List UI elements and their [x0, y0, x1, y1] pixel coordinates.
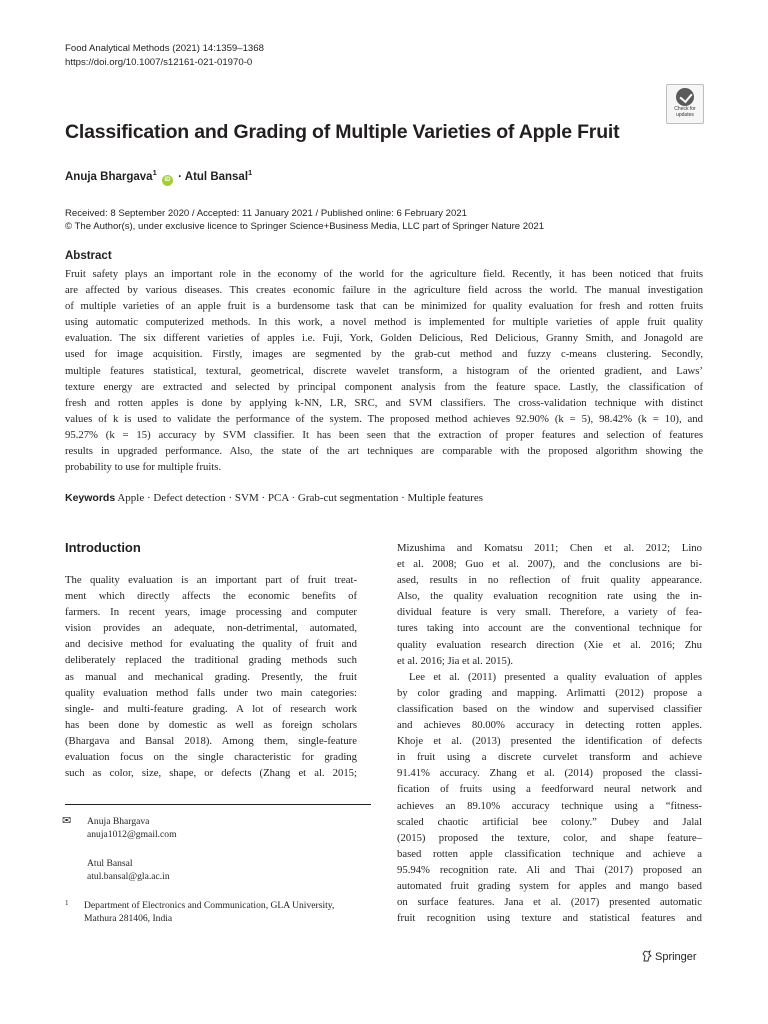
body-line: Mizushima and Komatsu 2011; Chen et al. 2012; Lino	[397, 542, 702, 554]
body-line: based rotten apple classification technique and achieve a	[397, 847, 702, 860]
body-line: on surface features. Jana et al. (2017) presented automatic	[397, 896, 702, 909]
body-line: has been done by domestic as well as foreign scholars	[65, 718, 357, 731]
abstract-line: are affected by various diseases. This creates economic failure in the agriculture field across the world. The manual investigation	[65, 284, 703, 297]
body-line: ment which directly affects the economic benefits of	[65, 590, 357, 603]
abstract-heading: Abstract	[65, 250, 112, 262]
affiliation-sup: 1	[152, 168, 157, 177]
copyright-line: © The Author(s), under exclusive licence to Springer Science+Business Media, LLC part of Springer Nature 2021	[65, 221, 545, 232]
body-line: Khoje et al. (2013) presented the identification of defects	[397, 735, 702, 748]
abstract-body	[65, 266, 703, 475]
body-line: (Bhargava and Bansal 2018). Among them, single-feature	[65, 734, 357, 747]
corresponding-author	[62, 815, 177, 841]
checkmark-icon	[676, 88, 694, 106]
body-line: such as color, size, shape, or defects (Zhang et al. 2015;	[65, 767, 357, 780]
abstract-line: values of k is used to validate the performance of the system. The proposed method achieves 92.90% (k = 5), 98.42% (k = 10), and	[65, 412, 703, 425]
springer-logo	[642, 950, 697, 963]
abstract-line: 95.27% (k = 15) accuracy by SVM classifier. It has been seen that the extraction of proper features and selection of features	[65, 428, 703, 441]
publication-dates	[65, 207, 544, 233]
body-line: classification based on the window and supervised classifier	[397, 702, 702, 715]
author-name[interactable]: Atul Bansal	[184, 170, 249, 183]
footnote-divider	[65, 804, 371, 805]
author-list	[65, 168, 252, 186]
affiliation-line: Mathura 281406, India	[84, 913, 173, 924]
author-fn-name: Anuja Bhargava	[87, 816, 150, 827]
publisher-name: Springer	[655, 951, 697, 963]
orcid-icon[interactable]: iD	[162, 175, 173, 186]
body-line: and decisive method for evaluating the quality of fruit and	[65, 638, 357, 651]
body-line: fruit recognition using texture and statistical features and	[397, 912, 702, 925]
affiliation-sup: 1	[248, 168, 253, 177]
envelope-icon: ✉	[62, 815, 72, 827]
abstract-line: used for image acquisition. Firstly, images are segmented by the grab-cut method and fuzzy c-means clustering. Secondly,	[65, 348, 703, 361]
keywords-text: Apple · Defect detection · SVM · PCA · Grab-cut segmentation · Multiple features	[117, 492, 483, 504]
body-line: et al. 2016; Jia et al. 2015).	[397, 654, 514, 667]
body-line: by color grading and mapping. Arlimatti (2012) propose a	[397, 686, 702, 699]
body-line: (2015) proposed the texture, color, and shape feature–	[397, 831, 702, 844]
body-line: quality evaluation research direction (Xie et al. 2016; Zhu	[397, 638, 702, 651]
body-line: The quality evaluation is an important part of fruit treat-	[65, 574, 357, 586]
history-line: Received: 8 September 2020 / Accepted: 11 January 2021 / Published online: 6 February 2021	[65, 208, 467, 219]
paper-title: Classification and Grading of Multiple Varieties of Apple Fruit	[65, 121, 620, 143]
abstract-line: results in upgraded performance. Also, the state of the art techniques are comparable with the proposed algorithm showing the	[65, 445, 703, 458]
abstract-line: using automatic computerized methods. In this work, a novel method is implemented for multiple varieties of apple fruit quality	[65, 316, 703, 329]
body-line: single- and multi-feature grading. A lot of research work	[65, 702, 357, 715]
springer-horse-icon	[642, 950, 652, 962]
affiliation-line: Department of Electronics and Communication, GLA University,	[84, 900, 335, 911]
right-column-text	[397, 540, 702, 926]
body-line: evaluation focus on the single characteristic for grading	[65, 751, 357, 764]
body-line: automated fruit grading system for apples and mango based	[397, 879, 702, 892]
abstract-line: multiple features statistical, textural, geometrical, discrete wavelet transform, a histogram of the oriented gradient, and Laws’	[65, 364, 703, 377]
body-line: as manual and mechanical grading. Presently, the fruit	[65, 670, 357, 683]
body-line: Also, the quality evaluation recognition rate using the in-	[397, 590, 702, 603]
body-line: vision provides an adequate, non-detrimental, automated,	[65, 622, 357, 635]
body-line: and achieves 80.00% accuracy in detecting rotten apples.	[397, 719, 702, 732]
author-fn-name: Atul Bansal	[87, 858, 133, 869]
body-line: 91.41% accuracy. Zhang et al. (2014) proposed the classi-	[397, 767, 702, 780]
abstract-line: evaluation. The six different varieties of apples i.e. Fuji, York, Golden Delicious, Red Delicious, Granny Smith, and Jonagold are	[65, 332, 703, 345]
coauthor-contact	[87, 857, 170, 883]
body-line: fication of fruits using a feedforward neural network and	[397, 783, 702, 796]
affiliation-number: 1	[65, 899, 69, 907]
body-line: quality evaluation method falls under two main categories:	[65, 686, 357, 699]
abstract-line: fresh and rotten apples is done by applying k-NN, LR, SRC, and SVM classifiers. The cross-validation technique with distinct	[65, 396, 703, 409]
doi-link[interactable]: https://doi.org/10.1007/s12161-021-01970-0	[65, 57, 253, 68]
abstract-line: probability to use for multiple fruits.	[65, 461, 222, 474]
affiliation	[65, 899, 334, 925]
abstract-line: Fruit safety plays an important role in the economy of the world for the agriculture field. Recently, it has been noticed that fruits	[65, 268, 703, 280]
keywords-label: Keywords	[65, 492, 116, 504]
keywords	[65, 492, 483, 504]
check-for-updates-badge[interactable]	[666, 84, 704, 124]
body-line: deliberately replaced the traditional grading methods such	[65, 654, 357, 667]
body-line: farmers. In recent years, image processing and computer	[65, 606, 357, 619]
abstract-line: texture energy are extracted and selected by principal component analysis from the feature space. Lastly, the classification of	[65, 380, 703, 393]
body-line: in fruit using a discrete curvelet transform and achieve	[397, 751, 702, 764]
badge-line2: updates	[676, 111, 694, 118]
author-email[interactable]: atul.bansal@gla.ac.in	[87, 871, 170, 882]
author-name[interactable]: Anuja Bhargava	[65, 170, 153, 183]
body-line: ased, results in no reflection of fruit quality appearance.	[397, 574, 702, 587]
body-line: dividual feature is very small. Therefore, a variety of fea-	[397, 606, 702, 619]
journal-citation: Food Analytical Methods (2021) 14:1359–1368	[65, 43, 264, 54]
body-line: 95.94% recognition rate. Ali and Thai (2017) proposed an	[397, 863, 702, 876]
left-column-text	[65, 572, 357, 781]
body-line: scaled chaotic artificial bee colony.” Dubey and Jalal	[397, 815, 702, 828]
section-heading-introduction: Introduction	[65, 540, 141, 555]
journal-meta	[65, 42, 264, 70]
body-line: achieves an 89.10% accuracy technique using a “fitness-	[397, 799, 702, 812]
body-line: Lee et al. (2011) presented a quality evaluation of apples	[409, 670, 702, 683]
abstract-line: of multiple varieties of an apple fruit is a burdensome task that can be minimized for quality evaluation for fresh and rotten fruits	[65, 300, 703, 313]
body-line: et al. 2008; Guo et al. 2007), and the conclusions are bi-	[397, 558, 702, 571]
badge-line1: Check for	[674, 106, 696, 112]
author-separator: ·	[178, 170, 182, 183]
body-line: tures taking into account are the conventional technique for	[397, 622, 702, 635]
author-email[interactable]: anuja1012@gmail.com	[87, 829, 177, 840]
